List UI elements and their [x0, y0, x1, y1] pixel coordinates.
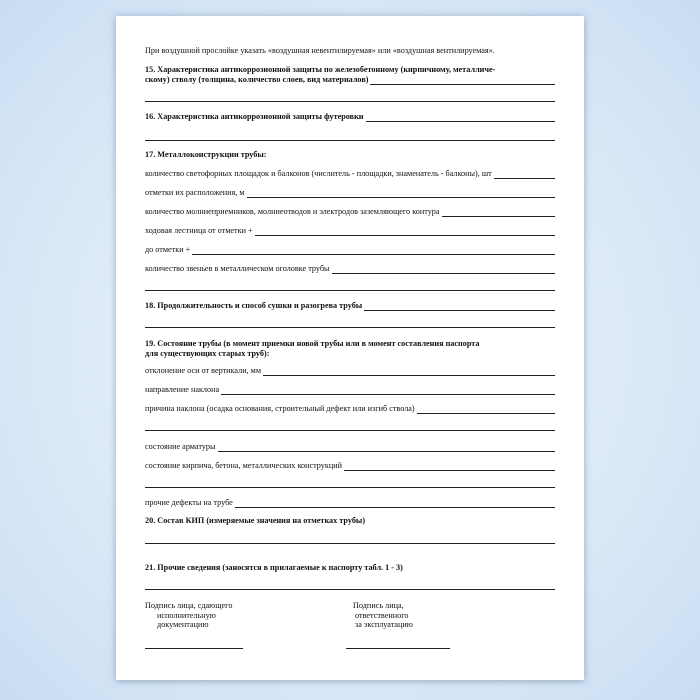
field-rebar-state-input[interactable]	[218, 443, 556, 452]
field-tilt-direction: направление наклона	[145, 385, 555, 395]
field-ladder-from-input[interactable]	[255, 227, 555, 236]
field-tilt-reason: причина наклона (осадка основания, строительный дефект или изгиб ствола)	[145, 404, 555, 414]
section-16-extra-line[interactable]	[145, 140, 555, 141]
field-materials-extra-line[interactable]	[145, 487, 555, 488]
field-lightning-count-input[interactable]	[442, 208, 555, 217]
field-tilt-reason-extra-line[interactable]	[145, 430, 555, 431]
field-materials-state: состояние кирпича, бетона, металлических конструкций	[145, 461, 555, 471]
field-ladder-to: до отметки +	[145, 245, 555, 255]
section-16-field[interactable]	[366, 113, 555, 122]
field-ladder-to-input[interactable]	[192, 246, 555, 255]
section-16-title: 16. Характеристика антикоррозионной защиты футеровки	[145, 112, 555, 122]
section-19-title: 19. Состояние трубы (в момент приемки новой трубы или в момент составления паспорта	[145, 339, 480, 348]
field-tilt-direction-input[interactable]	[221, 386, 555, 395]
field-cap-links-input[interactable]	[332, 265, 555, 274]
section-20-title: 20. Состав КИП (измеряемые значения на отметках трубы)	[145, 516, 366, 525]
field-platforms-count: количество светофорных площадок и балконов (числитель - площадки, знаменатель - балконы), шт	[145, 169, 555, 179]
signature-block-right: Подпись лица, ответственного за эксплуатацию	[353, 601, 413, 629]
section-21-field[interactable]	[145, 589, 555, 590]
field-ladder-from: ходовая лестница от отметки +	[145, 226, 555, 236]
field-platform-marks: отметки их расположения, м	[145, 188, 555, 198]
field-axis-deviation-input[interactable]	[263, 367, 555, 376]
field-tilt-reason-input[interactable]	[417, 405, 555, 414]
field-materials-state-input[interactable]	[344, 462, 555, 471]
section-21-title: 21. Прочие сведения (заносятся в прилагаемые к паспорту табл. 1 - 3)	[145, 563, 403, 572]
signature-line-right[interactable]	[346, 648, 450, 649]
field-cap-links: количество звеньев в металлическом оголовке трубы	[145, 264, 555, 274]
field-rebar-state: состояние арматуры	[145, 442, 555, 452]
field-axis-deviation: отклонение оси от вертикали, мм	[145, 366, 555, 376]
signature-line-left[interactable]	[145, 648, 243, 649]
document-page	[116, 16, 584, 680]
section-18-extra-line[interactable]	[145, 327, 555, 328]
section-17-title: 17. Металлоконструкции трубы:	[145, 150, 267, 159]
section-17-extra-line[interactable]	[145, 290, 555, 291]
section-18-field[interactable]	[364, 302, 555, 311]
section-15-title-cont: скому) стволу (толщина, количество слоев, вид материалов)	[145, 75, 555, 85]
section-15-field[interactable]	[370, 76, 555, 85]
field-platforms-count-input[interactable]	[494, 170, 555, 179]
field-lightning-count: количество молниеприемников, молниеотводов и электродов заземляющего контура	[145, 207, 555, 217]
section-15-title: 15. Характеристика антикоррозионной защиты по железобетонному (кирпичному, металличе-	[145, 65, 496, 74]
field-other-defects: прочие дефекты на трубе	[145, 498, 555, 508]
intro-text: При воздушной прослойке указать «воздушная невентилируемая» или «воздушная вентилируемая».	[145, 46, 495, 55]
section-20-field[interactable]	[145, 543, 555, 544]
signature-block-left: Подпись лица, сдающего исполнительную документацию	[145, 601, 233, 629]
field-platform-marks-input[interactable]	[247, 189, 555, 198]
section-18-title: 18. Продолжительность и способ сушки и разогрева трубы	[145, 301, 555, 311]
field-other-defects-input[interactable]	[235, 499, 555, 508]
section-19-title-cont: для существующих старых труб):	[145, 349, 270, 358]
section-15-extra-line[interactable]	[145, 101, 555, 102]
